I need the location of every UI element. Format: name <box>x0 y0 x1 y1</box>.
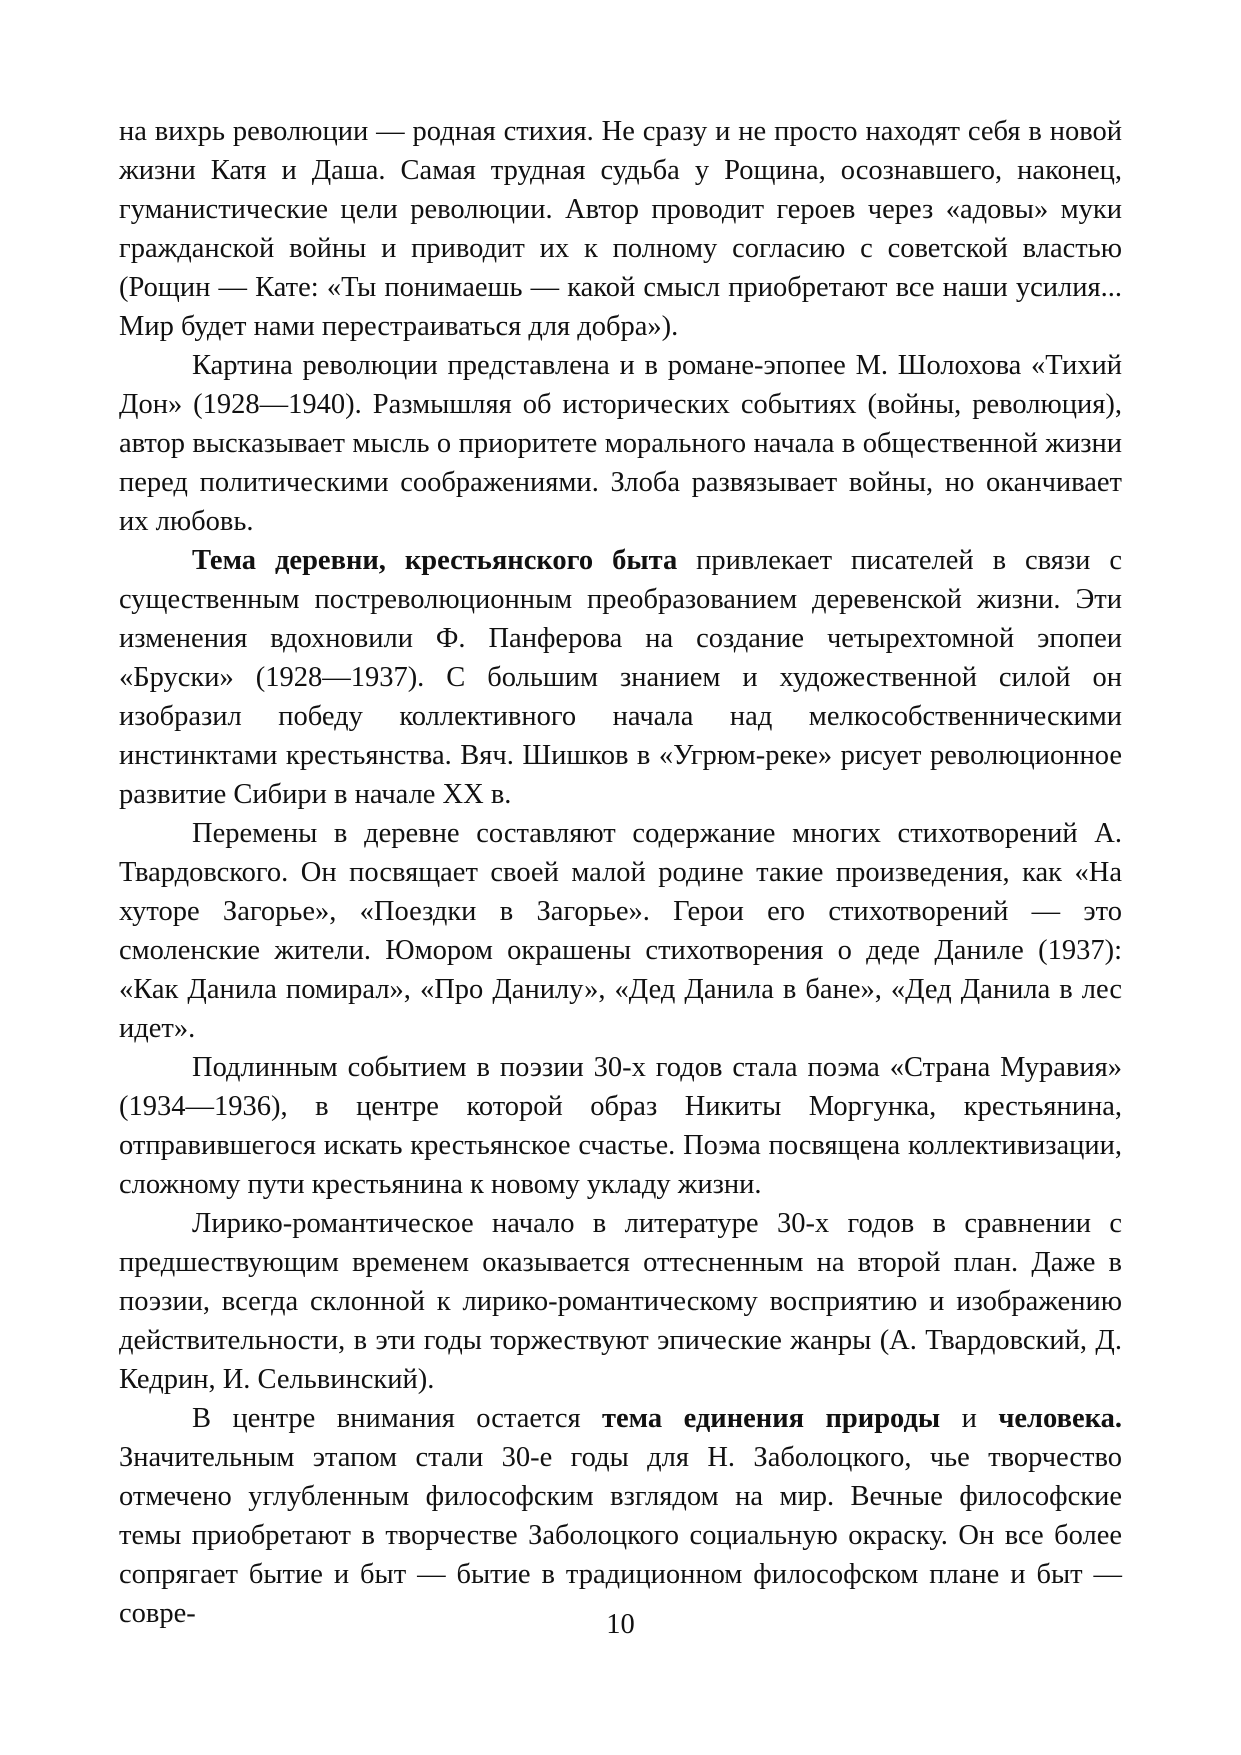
paragraph-5-text: Подлинным событием в поэзии 30-х годов стала поэма «Страна Муравия» (1934—1936), в центре которой образ Никиты Моргунка, крестьянина, отправившегося искать крестьянское счастье. Поэма посвящена коллективизации, сложному пути крестьянина к новому укладу жизни. <box>119 1052 1122 1200</box>
paragraph-7-text-c: Значительным этапом стали 30-е годы для Н. Заболоцкого, чье творчество отмечено углубленным философским взглядом на мир. Вечные философские темы приобретают в творчестве Заболоцкого социальную окраску. Он все более сопрягает бытие и быт — бытие в традиционном философском плане и быт — совре- <box>119 1442 1122 1629</box>
paragraph-3-text: привлекает писателей в связи с существенным постреволюционным преобразованием деревенской жизни. Эти изменения вдохновили Ф. Панферова на создание четырехтомной эпопеи «Бруски» (1928—1937). С большим знанием и художественной силой он изобразил победу коллективного начала над мелкособственническими инстинктами крестьянства. Вяч. Шишков в «Угрюм-реке» рисует революционное развитие Сибири в начале XX в. <box>119 545 1122 810</box>
paragraph-4 <box>119 814 1122 1048</box>
paragraph-6 <box>119 1204 1122 1399</box>
paragraph-7-text-a: В центре внимания остается <box>192 1403 603 1434</box>
page-body <box>119 112 1122 1633</box>
paragraph-7 <box>119 1399 1122 1633</box>
paragraph-7-bold-phrase-1: тема единения природы <box>602 1403 941 1434</box>
paragraph-7-text-b: и <box>940 1403 999 1434</box>
paragraph-7-bold-phrase-2: человека. <box>998 1403 1122 1434</box>
paragraph-5 <box>119 1048 1122 1204</box>
paragraph-4-text: Перемены в деревне составляют содержание многих стихотворений А. Твардовского. Он посвящает своей малой родине такие произведения, как «На хуторе Загорье», «Поездки в Загорье». Герои его стихотворений — это смоленские жители. Юмором окрашены стихотворения о деде Даниле (1937): «Как Данила помирал», «Про Данилу», «Дед Данила в бане», «Дед Данила в лес идет». <box>119 818 1122 1044</box>
paragraph-2 <box>119 346 1122 541</box>
paragraph-1 <box>119 112 1122 346</box>
paragraph-2-text: Картина революции представлена и в романе-эпопее М. Шолохова «Тихий Дон» (1928—1940). Размышляя об исторических событиях (войны, революция), автор высказывает мысль о приоритете морального начала в общественной жизни перед политическими соображениями. Злоба развязывает войны, но оканчивает их любовь. <box>119 350 1122 537</box>
paragraph-3 <box>119 541 1122 814</box>
paragraph-6-text: Лирико-романтическое начало в литературе 30-х годов в сравнении с предшествующим временем оказывается оттесненным на второй план. Даже в поэзии, всегда склонной к лирико-романтическому восприятию и изображению действительности, в эти годы торжествуют эпические жанры (А. Твардовский, Д. Кедрин, И. Сельвинский). <box>119 1208 1122 1395</box>
paragraph-3-heading-phrase: Тема деревни, крестьянского быта <box>192 545 678 576</box>
page-number: 10 <box>606 1609 635 1640</box>
paragraph-1-text: на вихрь революции — родная стихия. Не сразу и не просто находят себя в новой жизни Катя и Даша. Самая трудная судьба у Рощина, осознавшего, наконец, гуманистические цели революции. Автор проводит героев через «адовы» муки гражданской войны и приводит их к полному согласию с советской властью (Рощин — Кате: «Ты понимаешь — какой смысл приобретают все наши усилия... Мир будет нами перестраиваться для добра»). <box>119 116 1122 342</box>
